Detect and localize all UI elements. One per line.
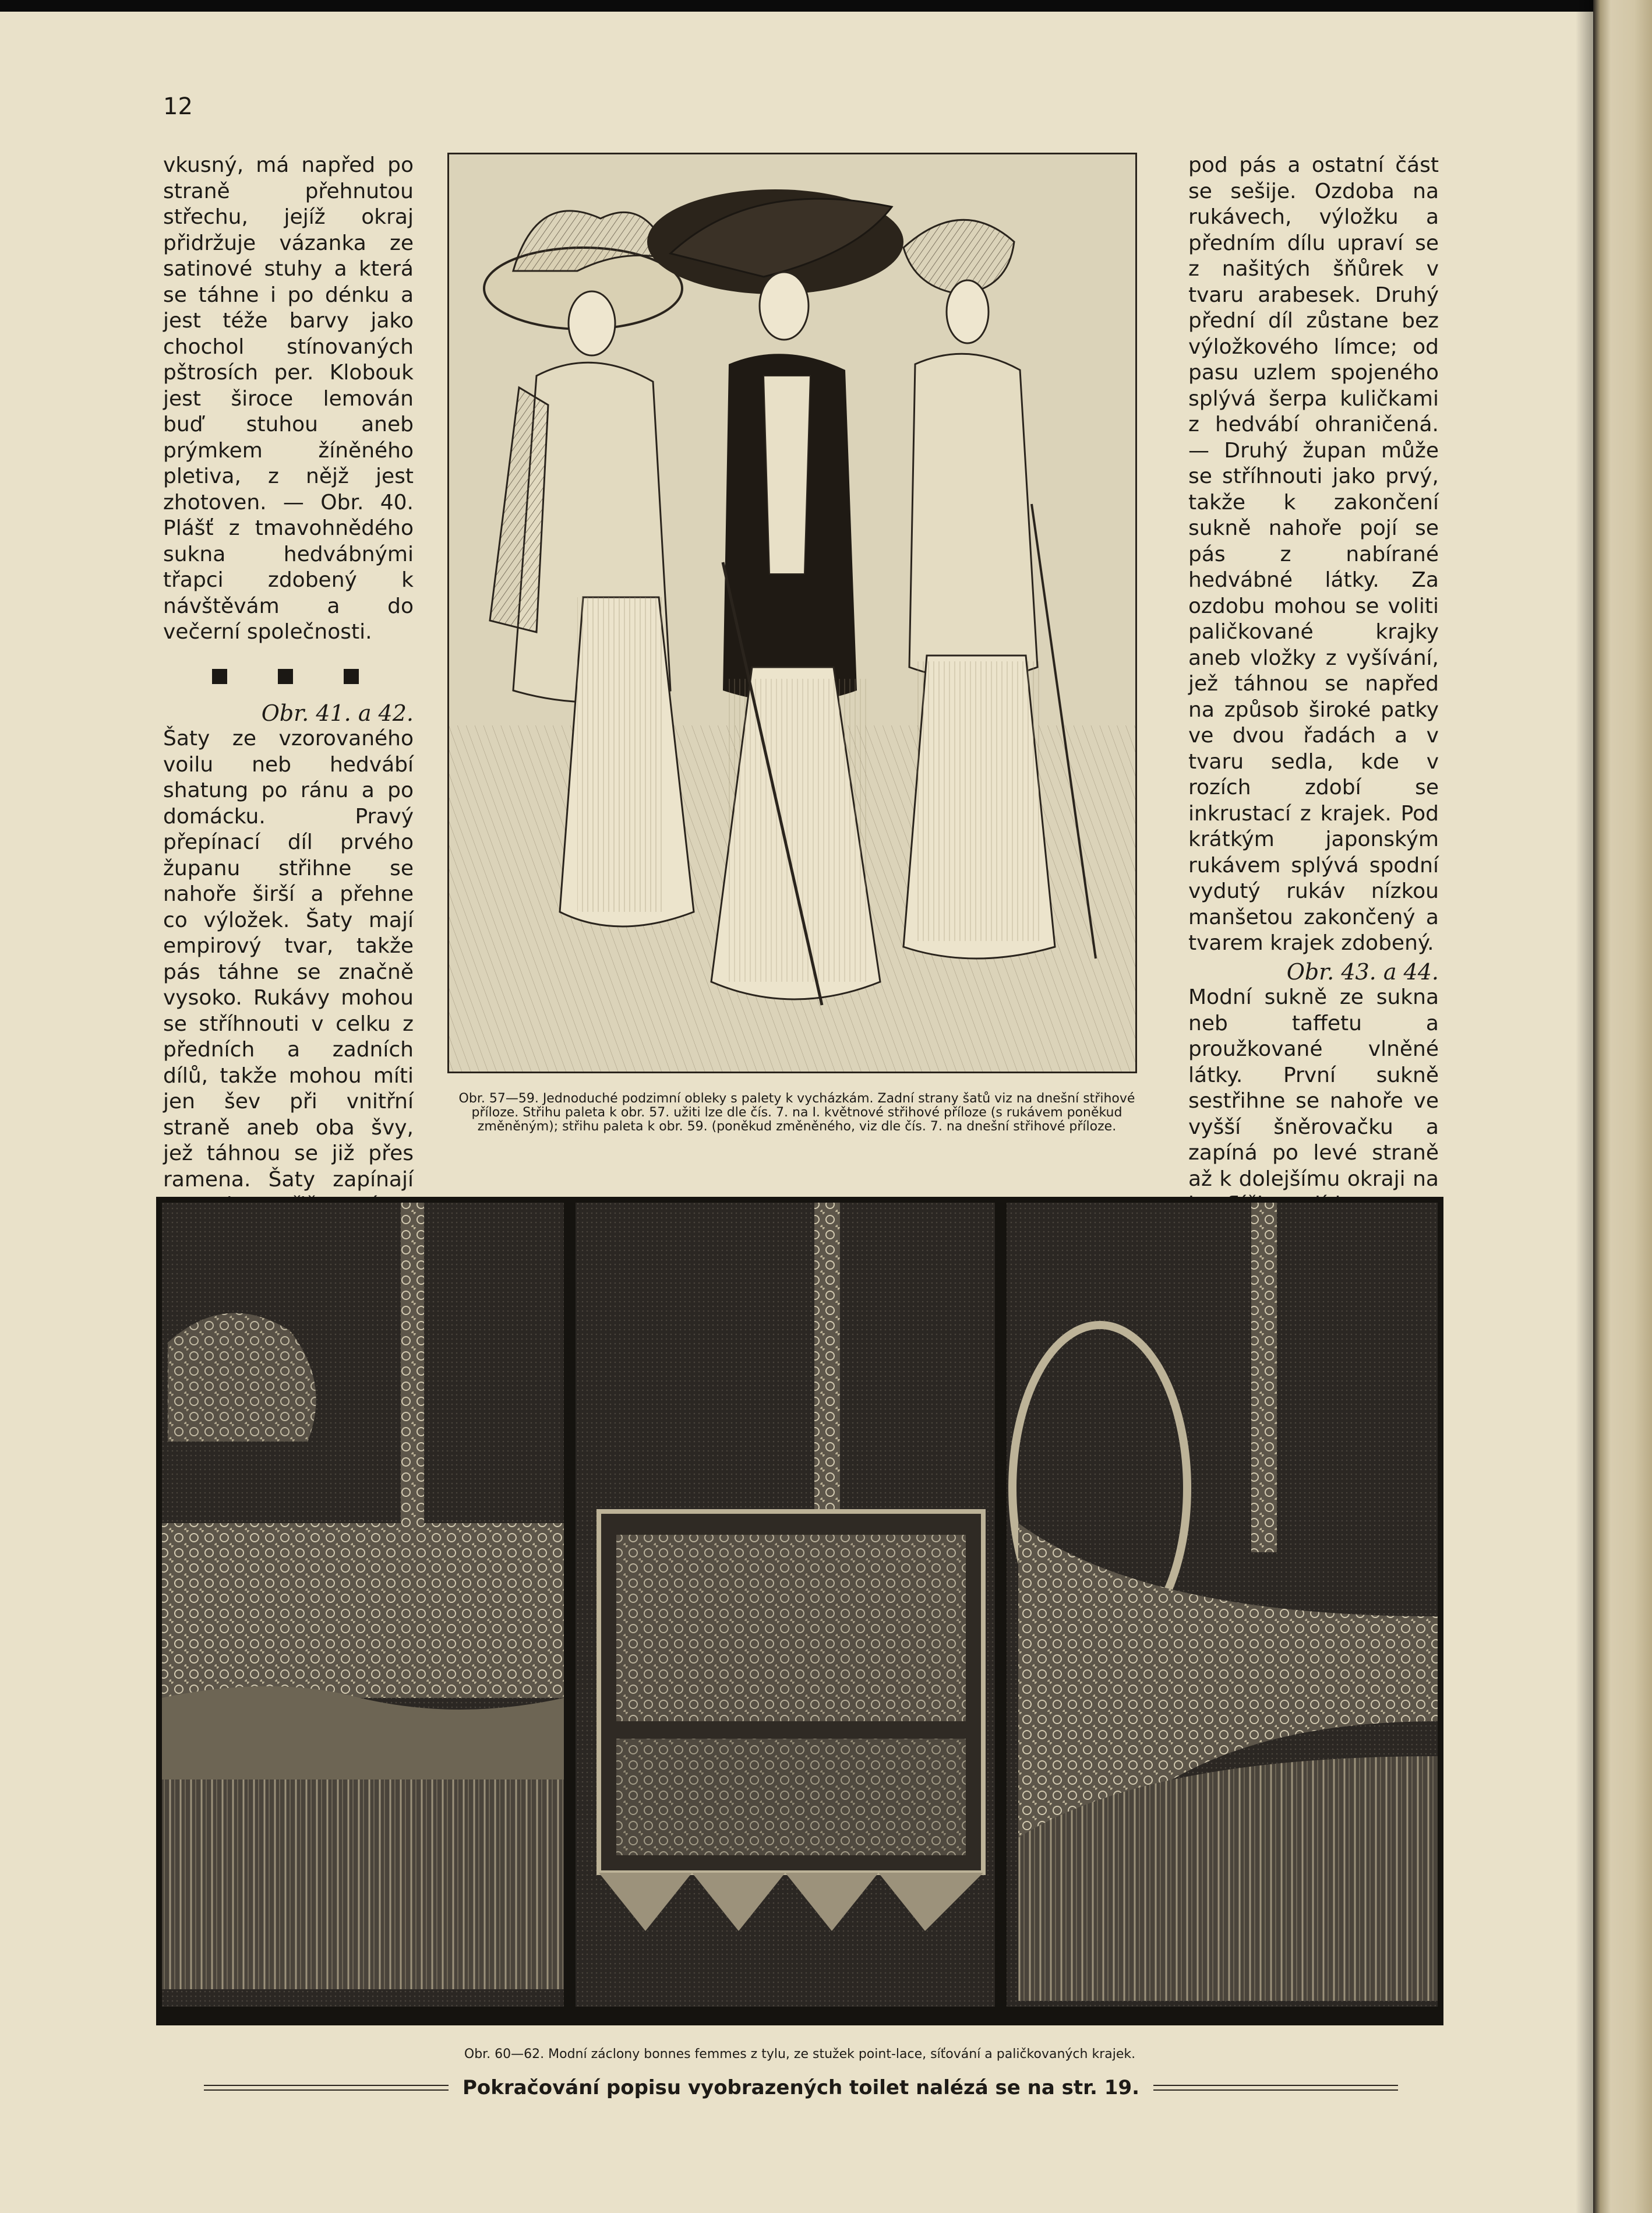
left-text-column [163,153,414,1245]
figure-caption-57-59: Obr. 57—59. Jednoduché podzimní obleky s palety k vycházkám. Zadní strany šatů viz na dnešní střihové příloze. Střihu paleta k obr. 57. užiti lze dle čís. 7. na I. květnové střihové příloze (s rukávem poněkud změněným); střihu paleta k obr. 59. (poněkud změněného, viz dle čís. 7. na dnešní střihové příloze. [458,1091,1135,1134]
left-paragraph-1: vkusný, má napřed po straně přehnutou střechu, jejíž okraj přidržuje vázanka ze satinové stuhy a která se táhne i po dénku a jest téže barvy jako chochol stínovaných pštrosích per. Klobouk jest široce lemován buď stuhou aneb prýmkem žíněného pletiva, z nějž jest zhotoven. — Obr. 40. Plášť z tmavohnědého sukna hedvábnými třapci zdobený k návštěvám a do večerní společnosti. [163,153,414,644]
curtains-photograph [156,1197,1443,2025]
page-number: 12 [163,93,193,120]
section-separator [186,669,384,684]
right-paragraph-2: Modní sukně ze sukna neb taffetu a proužkované vlněné látky. První sukně sestřihne se nahoře ve vyšší šněrovačku a zapíná po levé straně až k dolejšímu okraji na [1188,985,1439,1191]
separator-square [344,669,359,684]
separator-square [212,669,227,684]
continuation-text: Pokračování popisu vyobrazených toilet nalézá se na str. 19. [462,2076,1140,2099]
left-paragraph-2: Šaty ze vzorovaného voilu neb hedvábí shatung po ránu a po domácku. Pravý přepínací díl prvého županu střihne se nahoře širší a přehne co výložek. Šaty mají empirový tvar, takže pás táhne se značně vysoko. Rukávy mohou se stříhnouti v celku z předních a zadních dílů, takže mohou míti jen šev při vnitřní straně aneb oba švy, jež táhnou se již přes ramena. Šaty zapínají [163,727,414,1192]
separator-square [278,669,293,684]
continuation-note [204,2076,1398,2099]
center-curtain [576,1203,995,2007]
three-women-engraving [449,154,1135,1072]
left-curtain [162,1203,564,2007]
right-section-heading: Obr. 43. a 44. [1286,959,1439,985]
right-text-column [1188,153,1439,1218]
right-curtain [1007,1203,1438,2007]
binding-edge [1593,0,1652,2213]
fashion-illustration [447,153,1137,1073]
figure-caption-60-62: Obr. 60—62. Modní záclony bonnes femmes z tylu, ze stužek point-lace, síťování a paličkovaných krajek. [464,2047,1136,2062]
double-rule-left [204,2085,449,2091]
binding-shadow [1576,0,1595,2213]
lace-curtains-image [156,1197,1443,2025]
left-section-heading: Obr. 41. a 42. [261,700,414,726]
right-paragraph-1: pod pás a ostatní část se sešije. Ozdoba na rukávech, výložku a předním dílu upraví se z našitých šňůrek v tvaru arabesek. Druhý přední díl zůstane bez výložkového límce; od pasu uzlem spojeného splývá šerpa kuličkami z hedvábí ohraničená. — Druhý župan může se stříhnouti jako prvý, takže k zakončení sukně nahoře pojí se pás z nabírané hedvábné látky. Za ozdobu mohou se voliti paličkované krajky aneb vložky z vyšívání, jež táhnou se napřed na způsob široké patky ve dvou řadách a v tvaru sedla, kde v rozích zdobí se inkrustací z krajek. Pod krátkým japonským rukávem splývá spodní vydutý rukáv nízkou manšetou zakončený a tvarem krajek zdobený. [1188,153,1439,955]
double-rule-right [1153,2085,1398,2091]
